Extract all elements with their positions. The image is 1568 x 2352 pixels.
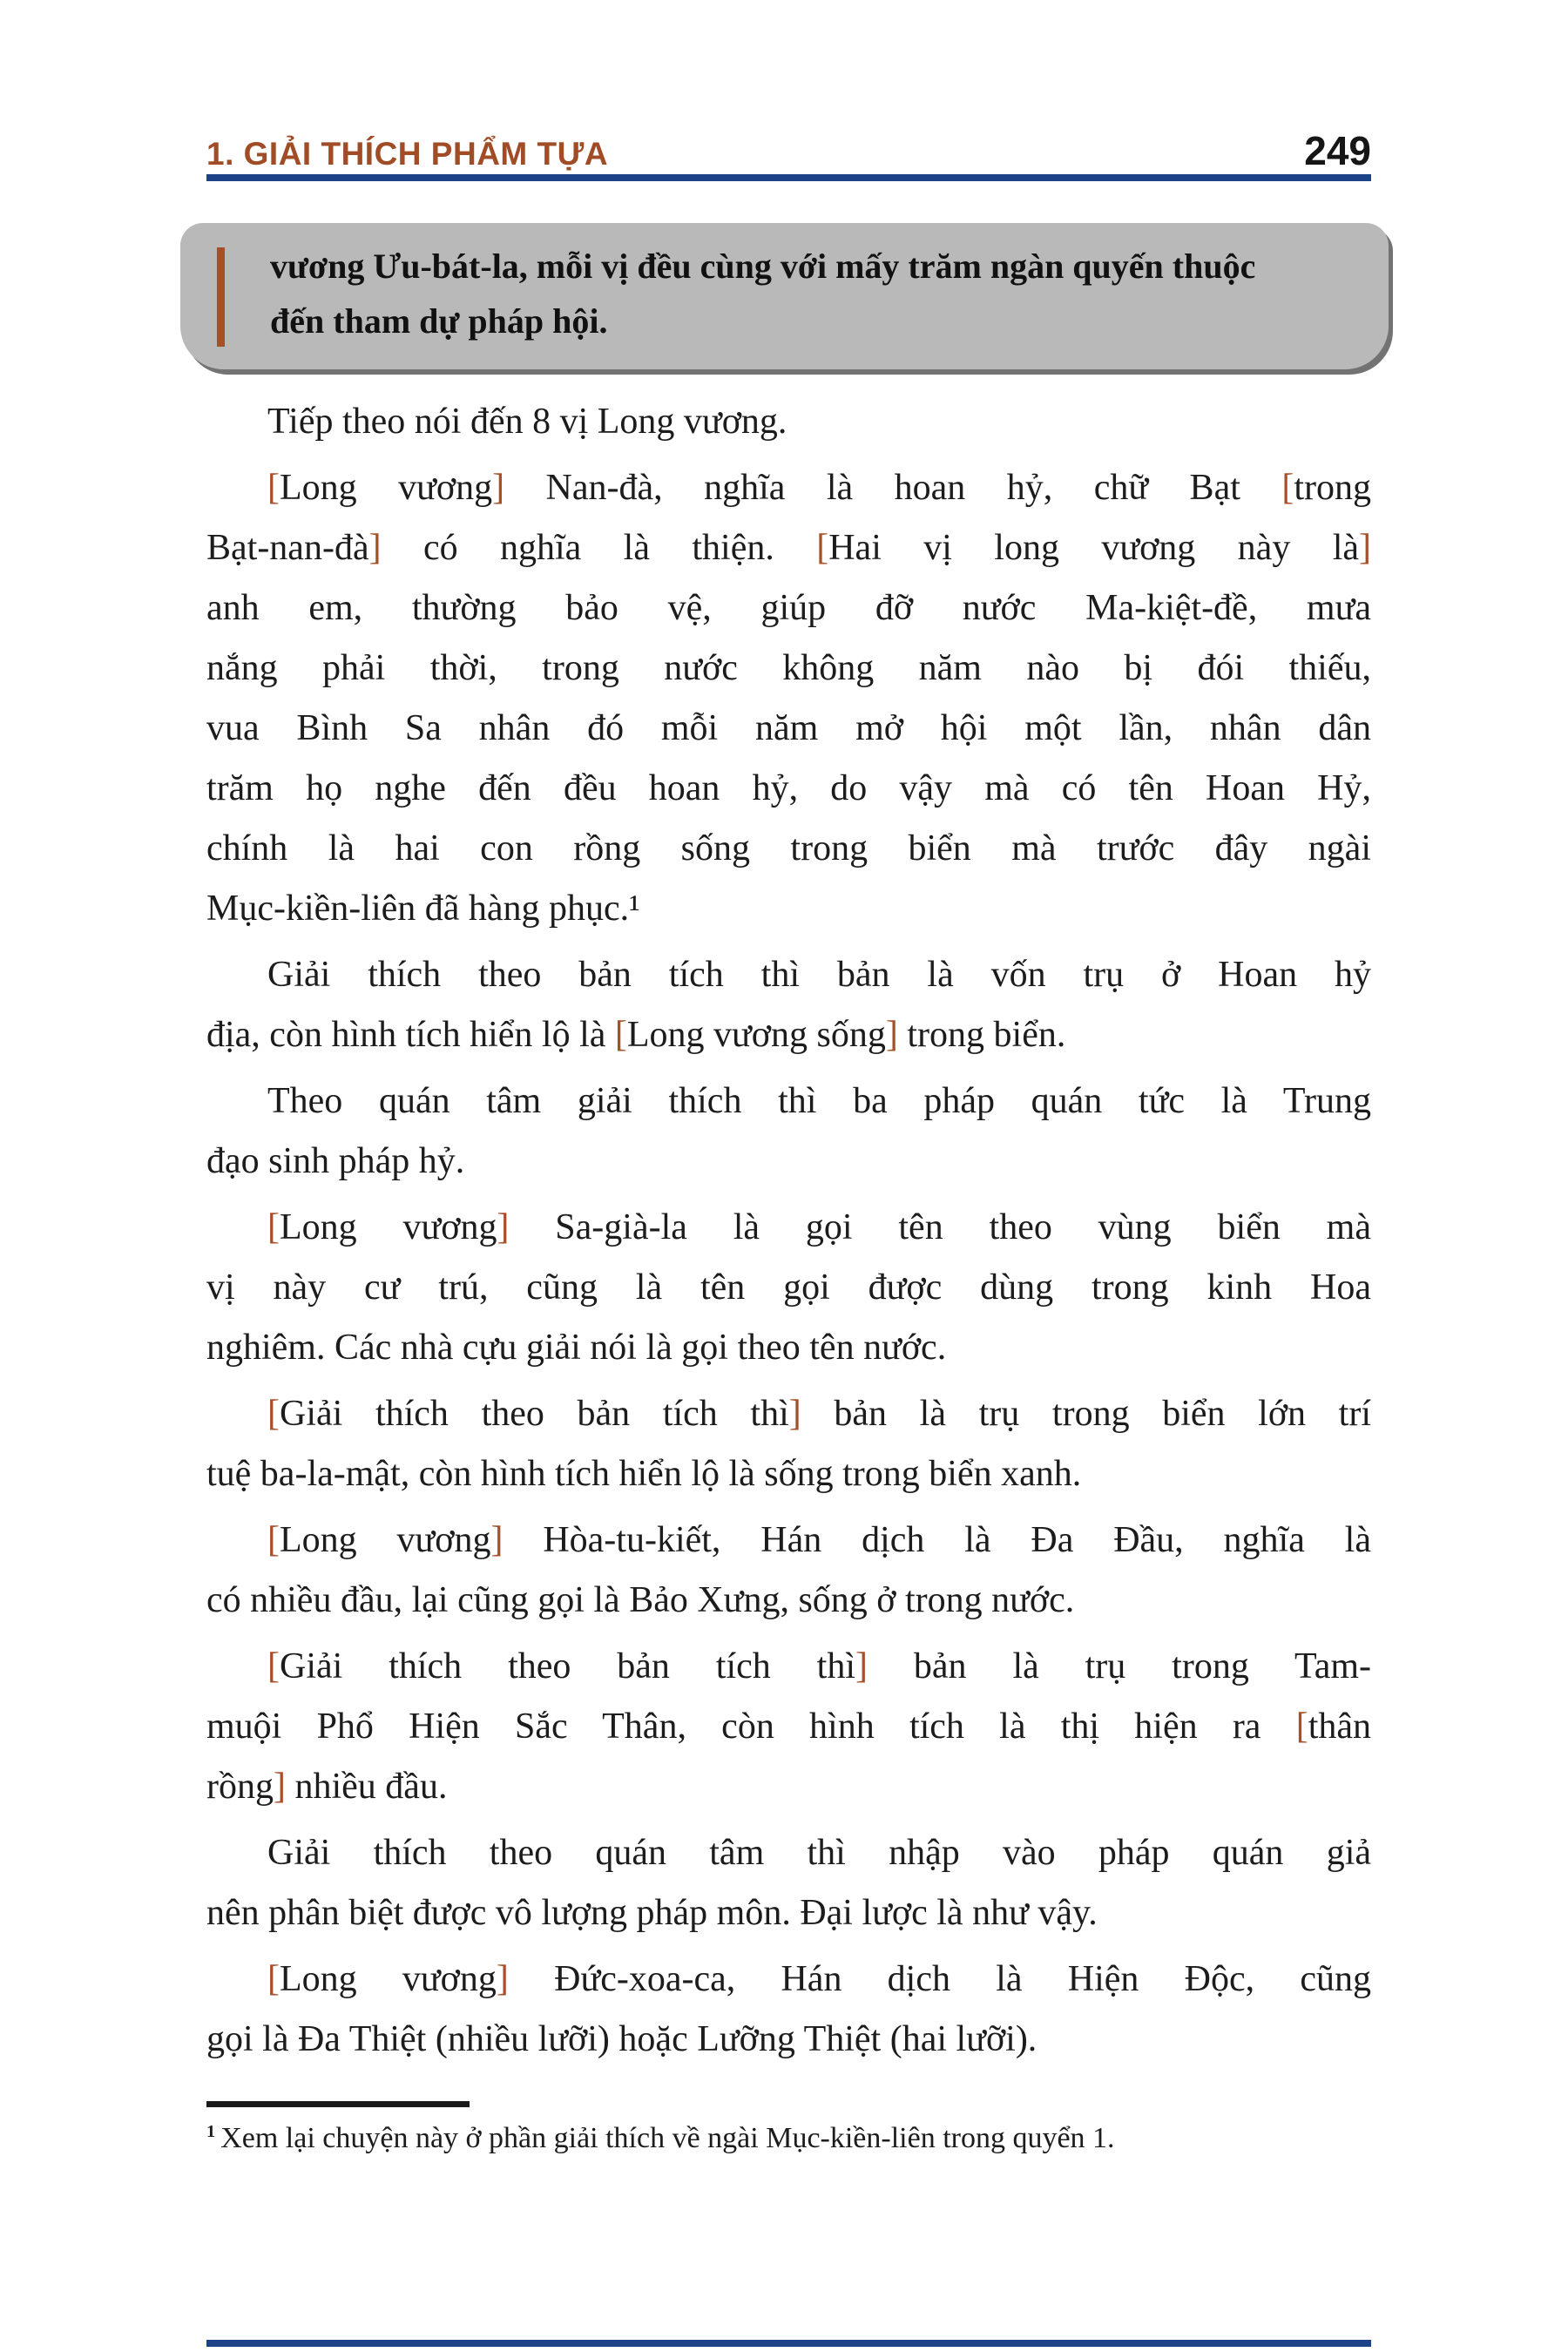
body-text bbox=[206, 392, 1371, 2076]
header-rule bbox=[206, 174, 1371, 181]
body-line: [Long vương] Nan-đà, nghĩa là hoan hỷ, chữ Bạt [trong bbox=[267, 468, 1371, 508]
quote-line: vương Ưu-bát-la, mỗi vị đều cùng với mấy trăm ngàn quyến thuộc bbox=[270, 247, 1256, 286]
paragraph bbox=[206, 1950, 1371, 2070]
body-line: nắng phải thời, trong nước không năm nào bị đói thiếu, bbox=[206, 648, 1371, 688]
paragraph bbox=[206, 1384, 1371, 1504]
body-line: chính là hai con rồng sống trong biển mà trước đây ngài bbox=[206, 828, 1371, 868]
footnote-text: Xem lại chuyện này ở phần giải thích về ngài Mục-kiền-liên trong quyển 1. bbox=[220, 2122, 1115, 2154]
body-line: trăm họ nghe đến đều hoan hỷ, do vậy mà có tên Hoan Hỷ, bbox=[206, 768, 1371, 808]
paragraph bbox=[206, 1823, 1371, 1943]
body-line: rồng] nhiều đầu. bbox=[206, 1767, 448, 1807]
body-line: đạo sinh pháp hỷ. bbox=[206, 1141, 465, 1181]
paragraph bbox=[206, 945, 1371, 1065]
section-title: 1. GIẢI THÍCH PHẨM TỰA bbox=[206, 136, 609, 172]
paragraph bbox=[206, 392, 1371, 452]
body-line: Bạt-nan-đà] có nghĩa là thiện. [Hai vị long vương này là] bbox=[206, 528, 1371, 568]
paragraph bbox=[206, 1637, 1371, 1817]
body-line: tuệ ba-la-mật, còn hình tích hiển lộ là sống trong biển xanh. bbox=[206, 1454, 1082, 1494]
body-line: có nhiều đầu, lại cũng gọi là Bảo Xưng, sống ở trong nước. bbox=[206, 1580, 1075, 1620]
footer-rule bbox=[206, 2340, 1371, 2347]
page-header bbox=[206, 127, 1371, 172]
body-line: Giải thích theo quán tâm thì nhập vào pháp quán giả bbox=[267, 1833, 1371, 1873]
quote-text bbox=[270, 239, 1362, 348]
body-line: [Long vương] Đức-xoa-ca, Hán dịch là Hiện Độc, cũng bbox=[267, 1959, 1371, 1999]
quote-line: đến tham dự pháp hội. bbox=[270, 301, 608, 341]
body-line: vua Bình Sa nhân đó mỗi năm mở hội một lần, nhân dân bbox=[206, 708, 1371, 748]
body-line: nghiêm. Các nhà cựu giải nói là gọi theo tên nước. bbox=[206, 1328, 947, 1368]
body-line: [Long vương] Hòa-tu-kiết, Hán dịch là Đa Đầu, nghĩa là bbox=[267, 1520, 1371, 1560]
paragraph bbox=[206, 1071, 1371, 1192]
body-line: Giải thích theo bản tích thì bản là vốn trụ ở Hoan hỷ bbox=[267, 955, 1371, 995]
body-line: Theo quán tâm giải thích thì ba pháp quán tức là Trung bbox=[267, 1081, 1371, 1121]
footnote-separator bbox=[206, 2101, 470, 2107]
paragraph bbox=[206, 458, 1371, 939]
body-line: nên phân biệt được vô lượng pháp môn. Đại lược là như vậy. bbox=[206, 1893, 1098, 1933]
page-number: 249 bbox=[1304, 128, 1371, 173]
footnote-marker: 1 bbox=[206, 2121, 216, 2141]
footnote bbox=[206, 2119, 1371, 2159]
body-line: địa, còn hình tích hiển lộ là [Long vương sống] trong biển. bbox=[206, 1015, 1066, 1055]
body-line: [Long vương] Sa-già-la là gọi tên theo vùng biển mà bbox=[267, 1207, 1371, 1247]
body-line: [Giải thích theo bản tích thì] bản là trụ trong biển lớn trí bbox=[267, 1394, 1371, 1434]
body-line: gọi là Đa Thiệt (nhiều lưỡi) hoặc Lưỡng Thiệt (hai lưỡi). bbox=[206, 2019, 1037, 2059]
quote-accent-bar bbox=[217, 247, 225, 347]
body-line: Tiếp theo nói đến 8 vị Long vương. bbox=[267, 402, 787, 442]
body-line: Mục-kiền-liên đã hàng phục.¹ bbox=[206, 889, 640, 929]
paragraph bbox=[206, 1511, 1371, 1631]
body-line: anh em, thường bảo vệ, giúp đỡ nước Ma-kiệt-đề, mưa bbox=[206, 588, 1371, 628]
paragraph bbox=[206, 1198, 1371, 1378]
body-line: [Giải thích theo bản tích thì] bản là trụ trong Tam- bbox=[267, 1646, 1371, 1686]
quote-callout bbox=[180, 223, 1389, 369]
body-line: vị này cư trú, cũng là tên gọi được dùng trong kinh Hoa bbox=[206, 1267, 1371, 1308]
body-line: muội Phổ Hiện Sắc Thân, còn hình tích là thị hiện ra [thân bbox=[206, 1707, 1371, 1747]
